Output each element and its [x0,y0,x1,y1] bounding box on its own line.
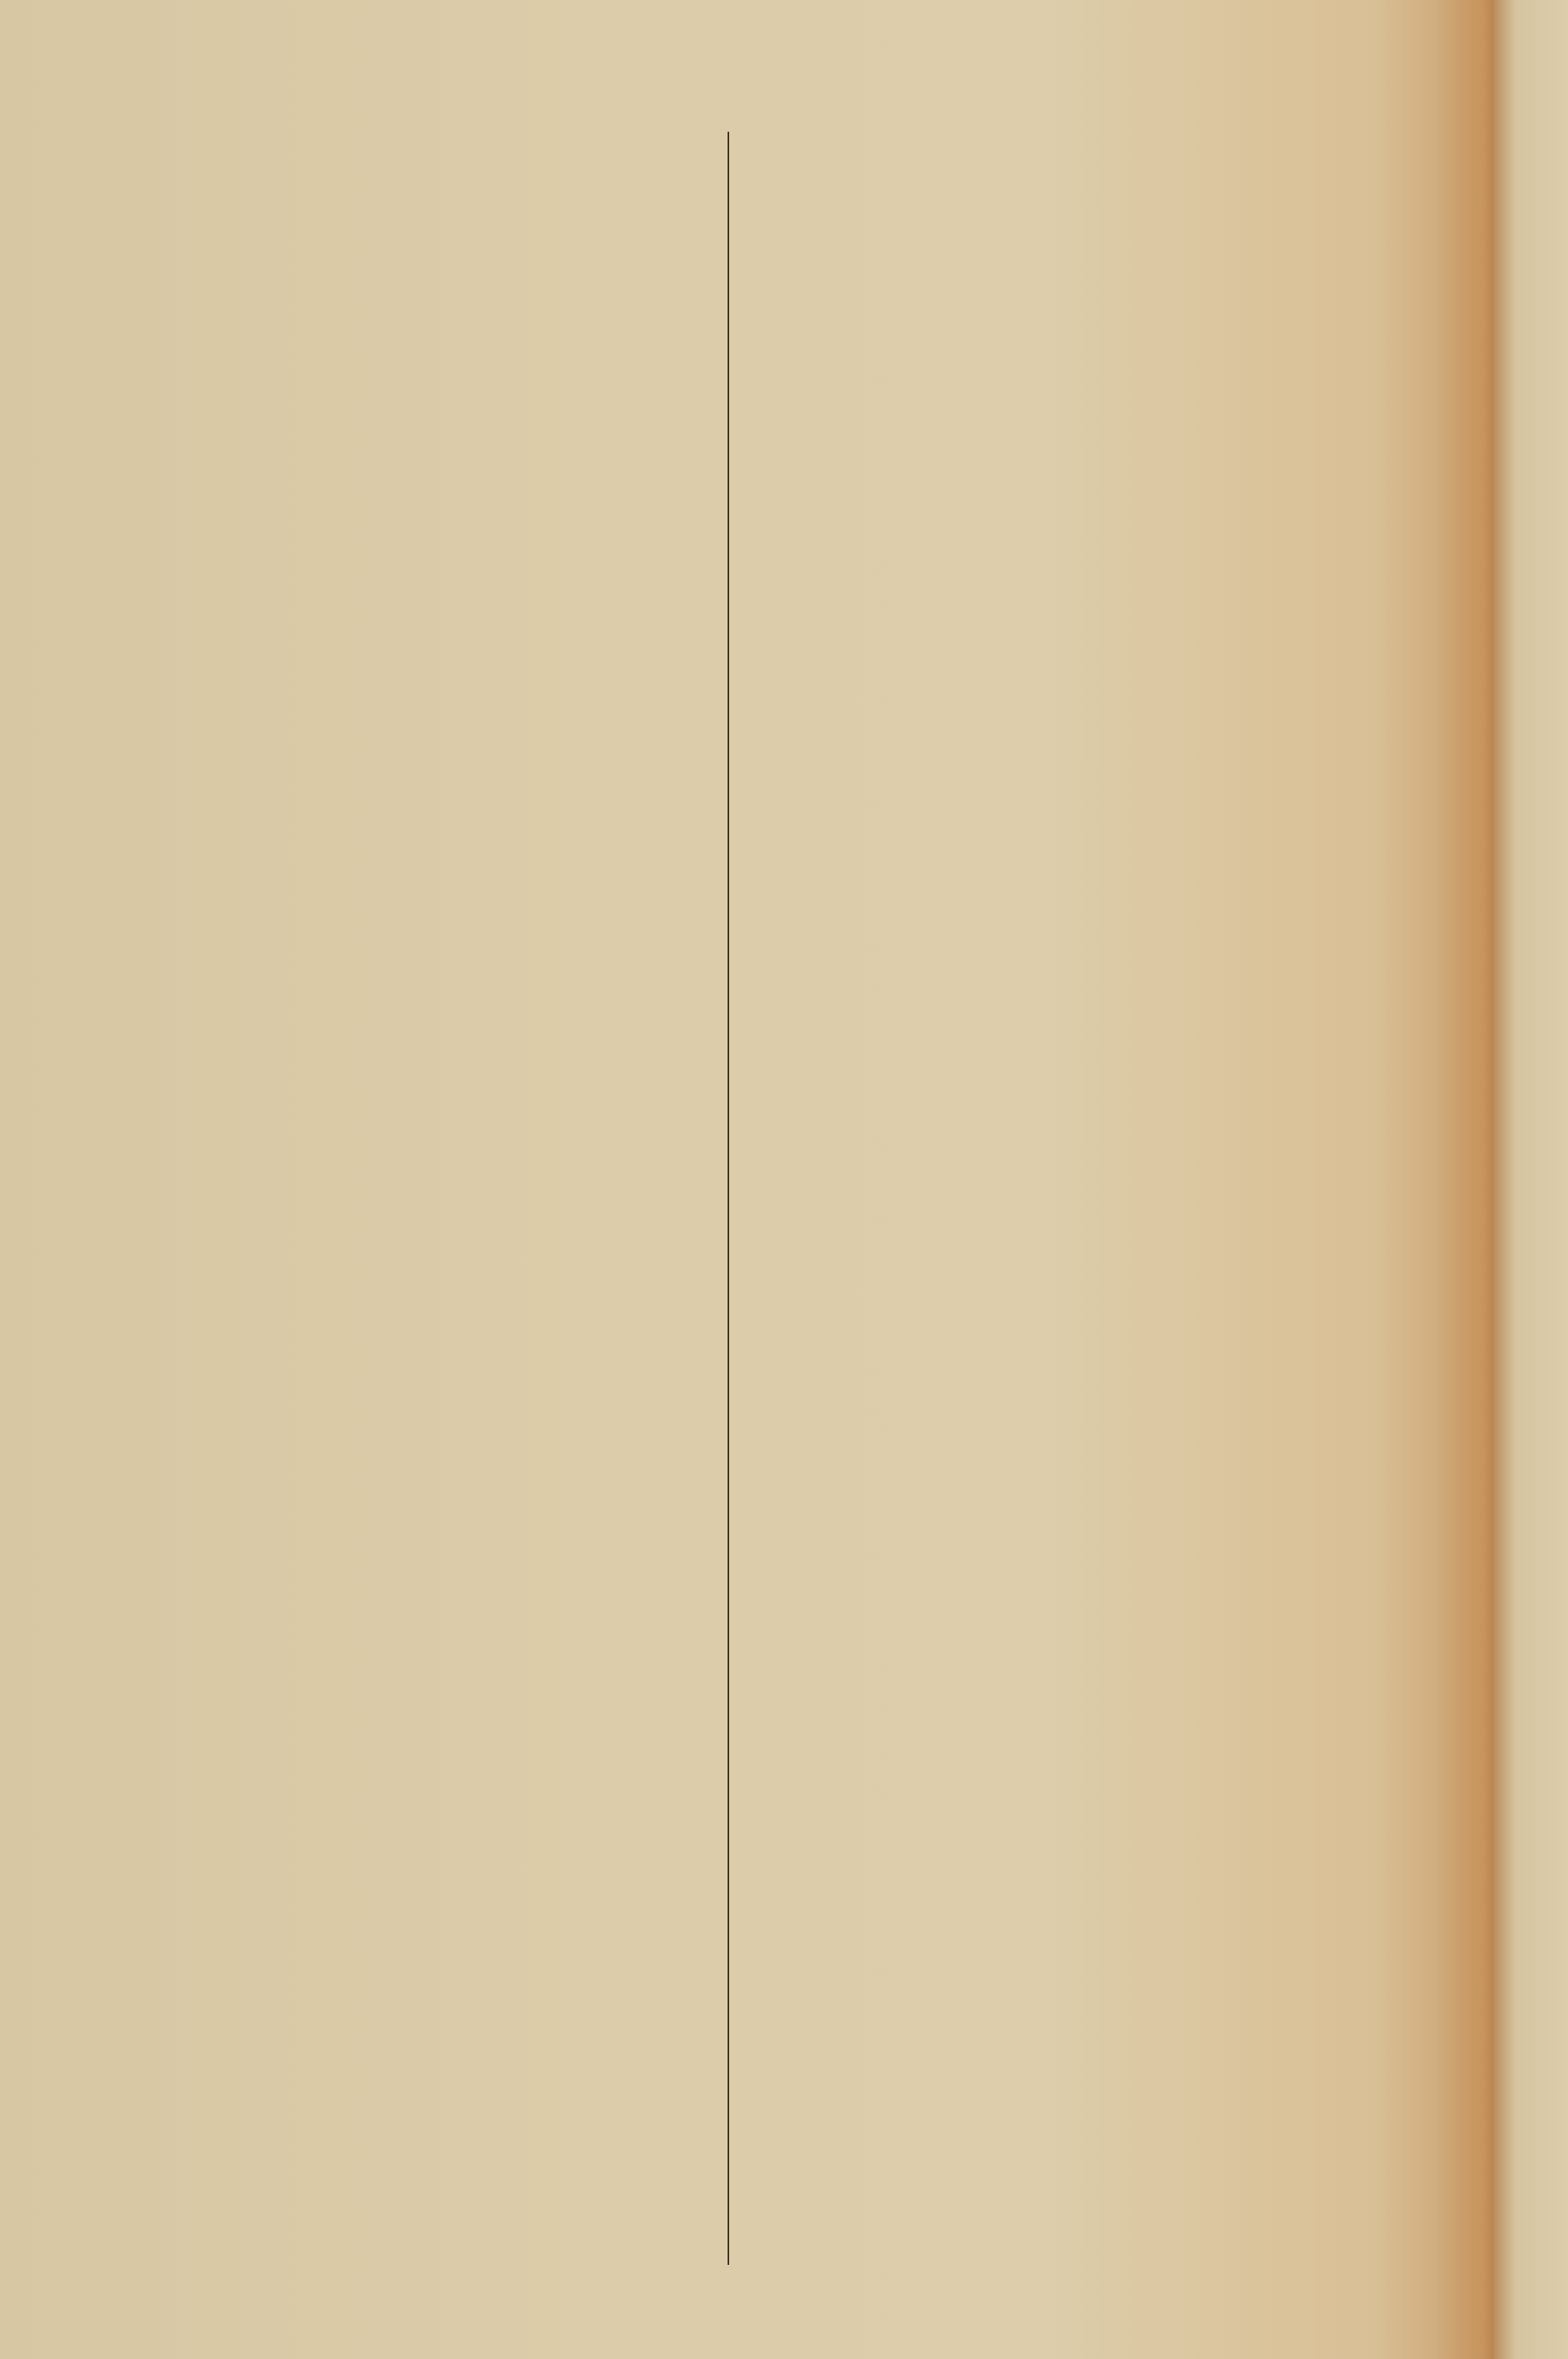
column-divider [728,132,729,2265]
facing-page-edge [1494,0,1568,2359]
